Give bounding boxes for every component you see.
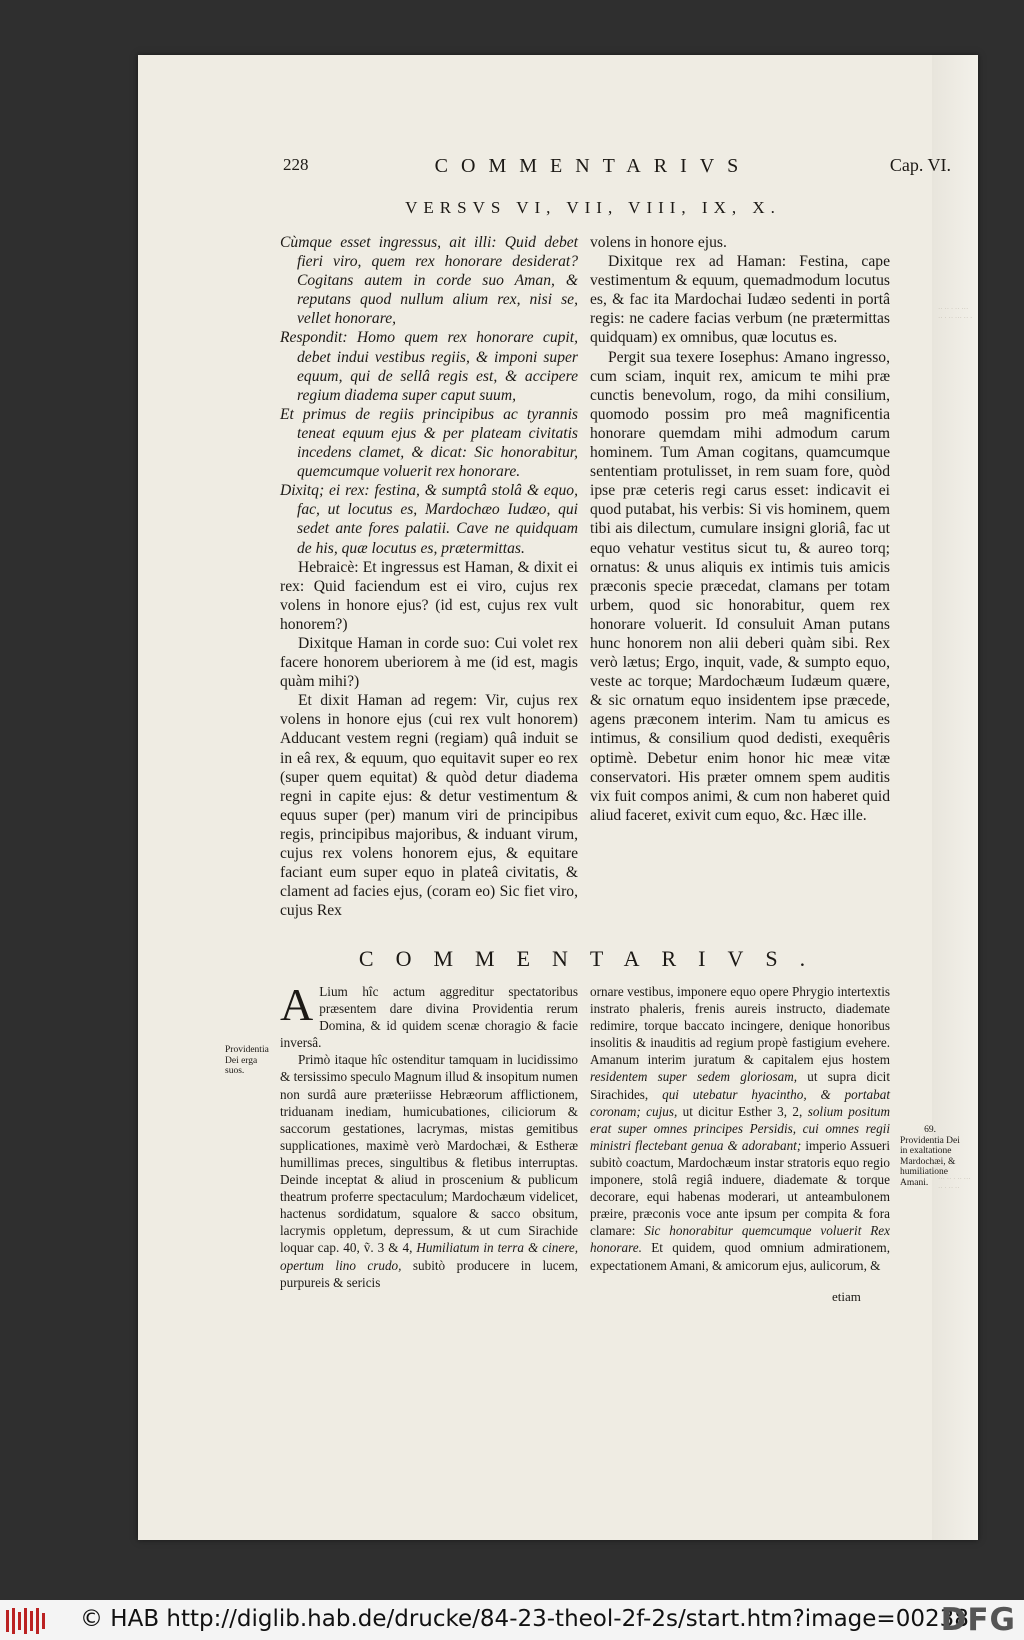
commentary-title: COMMENTARIVS. xyxy=(358,946,828,971)
page-edge xyxy=(932,55,978,1540)
margin-note-left: Providentia Dei erga suos. xyxy=(225,1045,269,1076)
right-text-column xyxy=(590,233,890,825)
commentary-left-column xyxy=(280,979,579,1291)
dfg-logo: DFG xyxy=(940,1602,1016,1638)
chapter-label: Cap. VI. xyxy=(889,155,951,175)
footer-bar xyxy=(0,1600,1024,1640)
left-paragraph: Respondit: Homo quem rex honorare cupit, debet indui vestibus regiis, & imponi super equum, qui de sellâ regis est, & accipere regium diadema super caput suum, xyxy=(280,329,578,404)
page-number: 228 xyxy=(283,155,309,174)
page-header xyxy=(283,155,951,185)
left-paragraph: Et dixit Haman ad regem: Vir, cujus rex volens in honore ejus (cui rex vult honorem) Adducant vestem regni (regiam) quâ induit se in eâ rex, & equum, quo equitavit super eo rex (super quem equitat) & quòd detur diadema regni in capite ejus: & detur vestimentum & equus super (per) manum viri de principibus regis, principibus majoribus, & induant virum, cujus rex volens honorem ejus, & equitare faciant eum super equo in plateâ civitatis, & clament ad facies ejus, (coram eo) Sic fiet viro, cujus Rex xyxy=(280,692,578,920)
margin-note-text: Providentia Dei in exaltatione Mardochæi, & humiliatione Amani. xyxy=(900,1135,960,1188)
source-credit-link[interactable]: © HAB http://diglib.hab.de/drucke/84-23-theol-2f-2s/start.htm?image=00238 xyxy=(80,1606,969,1632)
drop-cap: A xyxy=(280,979,314,1030)
commentary-right-column xyxy=(590,983,890,1274)
left-paragraph: Hebraicè: Et ingressus est Haman, & dixit ei rex: Quid faciendum est ei viro, cujus rex volens in honore ejus? (id est, cujus rex vult honorem?) xyxy=(280,558,578,633)
left-paragraph: Dixitque Haman in corde suo: Cui volet rex facere honorem uberiorem à me (id est, magis quàm mihi?) xyxy=(280,634,578,691)
commentary-paragraph: Primò itaque hîc ostenditur tamquam in lucidissimo & tersissimo speculo Magnum illud & insopitum numen non surdâ aure præteriisse Hebræorum afflictionem, triduanam inediam, humicubationes, ciliciorum & saccorum gestationes, lacrymas, mistas gemitibus supplicationes, maximè verò Mardochæi, & Estheræ humillimas preces, singultibus & fletibus interruptas. Deinde inceptat & aliud in proscenium & publicum theatrum proferre spectaculum; Mardochæum videlicet, hactenus sordidatum, squalore & sacco obsitum, lacrymis oppletum, depressum, & ut cum Sirachide loquar cap. 40, ṽ. 3 & 4, Humiliatum in terra & cinere, opertum lino crudo, subitò producere in lucem, purpureis & sericis xyxy=(280,1052,579,1290)
right-paragraph: Dixitque rex ad Haman: Festina, cape vestimentum & equum, quemadmodum locutus es, & fac ita Mardochai Iudæo sedenti in portâ regis: ne cadere facias verbum (ne prætermittas quidquam) ex omnibus, quæ locutus es. xyxy=(590,253,890,347)
running-head: COMMENTARIVS xyxy=(434,155,752,177)
margin-note-number: 69. xyxy=(924,1125,936,1135)
right-paragraph: Pergit sua texere Iosephus: Amano ingresso, cum sciam, inquit rex, amicum te mihi præ cunctis benevolum, rogo, da mihi consilium, quomodo possim pro meâ magnificentia honorare quemdam mihi admodum carum hominem. Tum Aman cogitans, quamcumque sententiam protulisset, in rem suam fore, quòd ipse præ ceteris regi carus esset: indicavit ei quod putabat, his verbis: Si vis hominem, quem tibi ais dilectum, cumulare insigni gloriâ, fac ut equo vehatur vestitus sicut tu, & aureo torq; ornatus: & unus aliquis ex intimis tuis amicis præconis specie præcedat, clamans per totam urbem, quod sic honorabitur, quem rex honorare voluerit. Id consuluit Aman putans hunc honorem non alii deberi quàm sibi. Rex verò lætus; Ergo, inquit, vade, & sumpto equo, veste ac torque; Mardochæum Iudæum quære, & sic ornatum equo insidentem ipse præcede, agens præconem interim. Nam tu amicus es intimus, & consilium quod dedisti, exequêris optimè. Debetur enim honor hic meæ vitæ conservatori. His præter omnem spem auditis vix fuit compos animi, & cum non haberet quid aliud faceret, exivit cum equo, &c. Hæc ille. xyxy=(590,348,890,824)
left-paragraph: Et primus de regiis principibus ac tyrannis teneat equum ejus & per plateam civitatis incedens clamet, & dicat: Sic honorabitur, quemcumque voluerit rex honorare. xyxy=(280,405,578,481)
commentary-paragraph: ornare vestibus, imponere equo opere Phrygio intertextis instrato phaleris, frenis aureis instructo, diademate redimire, torque baccato incingere, denique honoribus insolitis & inauditis ad regium propè fastigium evehere. Amanum interim juratum & capitalem ejus hostem residentem super sedem gloriosam, ut supra dicit Sirachides, qui utebatur hyacintho, & portabat coronam; cujus, ut dicitur Esther 3, 2, solium positum erat super omnes principes Persidis, cui omnes regii ministri flectebant genua & adorabant; imperio Assueri subitò coactum, Mardochæum instar stratoris equo regio imponere, stolâ regiâ induere, diademate & torque decorare, equi habenas moderari, ut anteambulonem præire, præconis voce ante ipsum per compita & fora clamare: Sic honorabitur quemcumque voluerit Rex honorare. Et quidem, quod omnium admirationem, expectationem Amani, & amicorum ejus, aulicorum, & xyxy=(590,984,891,1273)
bleed-through-text-2: ··· ·· · ·· ··· ·· · ·· ·· xyxy=(938,1175,971,1192)
bleed-through-text: ·· ·· · ·· ··· ·· · ·· ··· ·· · xyxy=(938,305,973,322)
commentary-paragraph: A Lium hîc actum aggreditur spectatoribus præsentem dare divina Providentia rerum Domina, & id quidem scenæ choragio & facie inversâ. xyxy=(280,979,578,1051)
right-paragraph: volens in honore ejus. xyxy=(590,234,727,251)
left-paragraph: Cùmque esset ingressus, ait illi: Quid debet fieri viro, quem rex honorare desiderat? Cogitans autem in corde suo Aman, & reputans quod nullum alium rex, nisi se, vellet honorare, xyxy=(280,234,578,328)
catchword: etiam xyxy=(832,1289,861,1304)
verses-heading: VERSVS VI, VII, VIII, IX, X. xyxy=(405,198,781,217)
left-paragraph: Dixitq; ei rex: festina, & sumptâ stolâ & equo, fac, ut locutus es, Mardochæo Iudæo, qui sedet ante fores palatii. Cave ne quidquam de his, quæ locutus es, prætermittas. xyxy=(280,482,578,557)
margin-note-right xyxy=(900,1125,960,1188)
left-text-column xyxy=(280,233,578,920)
barcode-logo-icon xyxy=(6,1608,46,1634)
book-page xyxy=(138,55,978,1540)
